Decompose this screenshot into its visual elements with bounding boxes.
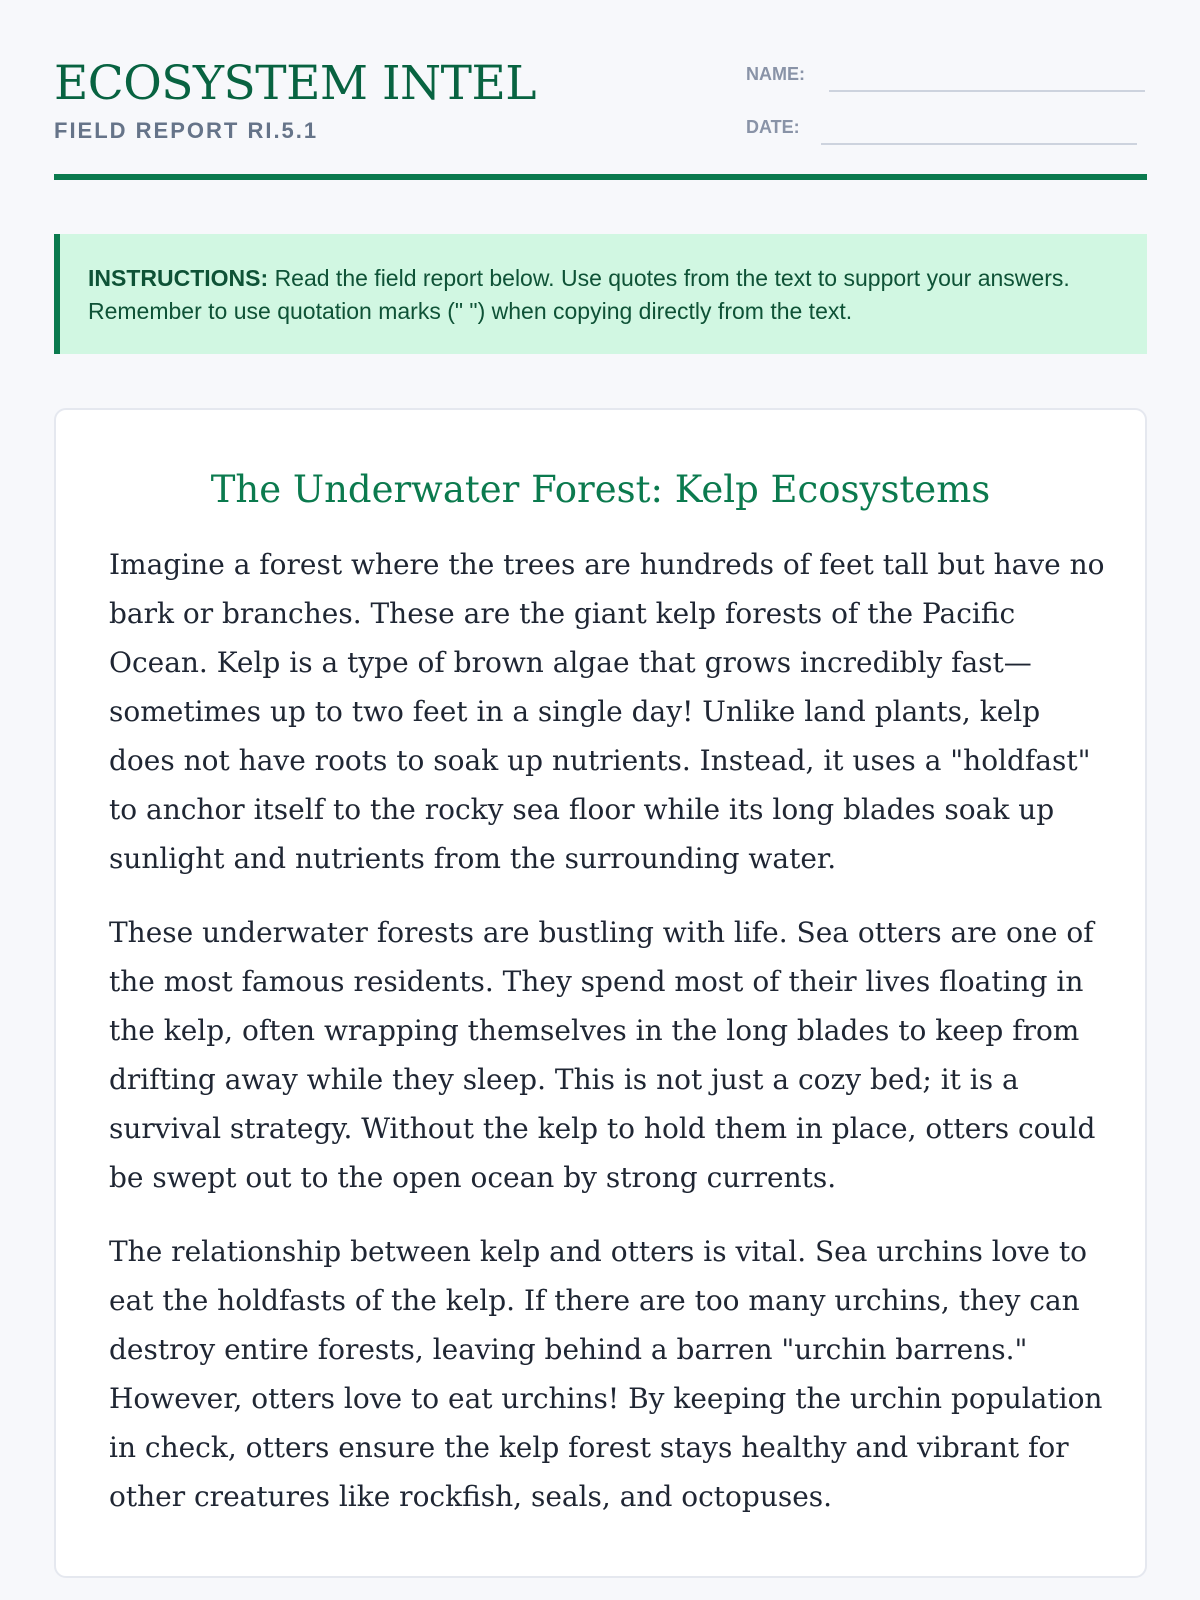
name-field-row [746, 58, 1145, 92]
date-label: DATE: [746, 117, 800, 137]
name-label: NAME: [746, 64, 805, 84]
instructions-text: Read the field report below. Use quotes from the text to support your answers. Remember to use quotation marks (" ") when copying directly from the text. [88, 265, 1070, 324]
article-title: The Underwater Forest: Kelp Ecosystems [210, 468, 991, 511]
article-paragraph: The relationship between kelp and otters is vital. Sea urchins love to eat the holdfasts of the kelp. If there are too many urchins, they can destroy entire forests, leaving behind a barren "urchin barrens." However, otters love to eat urchins! By keeping the urchin population in check, otters ensure the kelp forest stays healthy and vibrant for other creatures like rockfish, seals, and octopuses. [109, 1235, 1103, 1513]
article-paragraph: Imagine a forest where the trees are hundreds of feet tall but have no bark or branches. These are the giant kelp forests of the Pacific Ocean. Kelp is a type of brown algae that grows incredibly fast—sometimes up to two feet in a single day! Unlike land plants, kelp does not have roots to soak up nutrients. Instead, it uses a "holdfast" to anchor itself to the rocky sea floor while its long blades soak up sunlight and nutrients from the surrounding water. [109, 548, 1105, 875]
article-card [54, 408, 1147, 1578]
instructions-label: INSTRUCTIONS: [88, 265, 269, 291]
article-paragraph: These underwater forests are bustling with life. Sea otters are one of the most famous residents. They spend most of their lives floating in the kelp, often wrapping themselves in the long blades to keep from drifting away while they sleep. This is not just a cozy bed; it is a survival strategy. Without the kelp to hold them in place, otters could be swept out to the open ocean by strong currents. [109, 916, 1096, 1194]
worksheet-header [54, 0, 1147, 180]
name-line [829, 90, 1145, 92]
article-body [109, 540, 1114, 1546]
worksheet-title: ECOSYSTEM INTEL [54, 56, 537, 111]
worksheet-subtitle: FIELD REPORT RI.5.1 [54, 118, 319, 143]
worksheet-page [54, 0, 1147, 1513]
date-line [821, 143, 1137, 145]
date-field-row [746, 111, 1145, 145]
instructions-box [54, 234, 1147, 354]
